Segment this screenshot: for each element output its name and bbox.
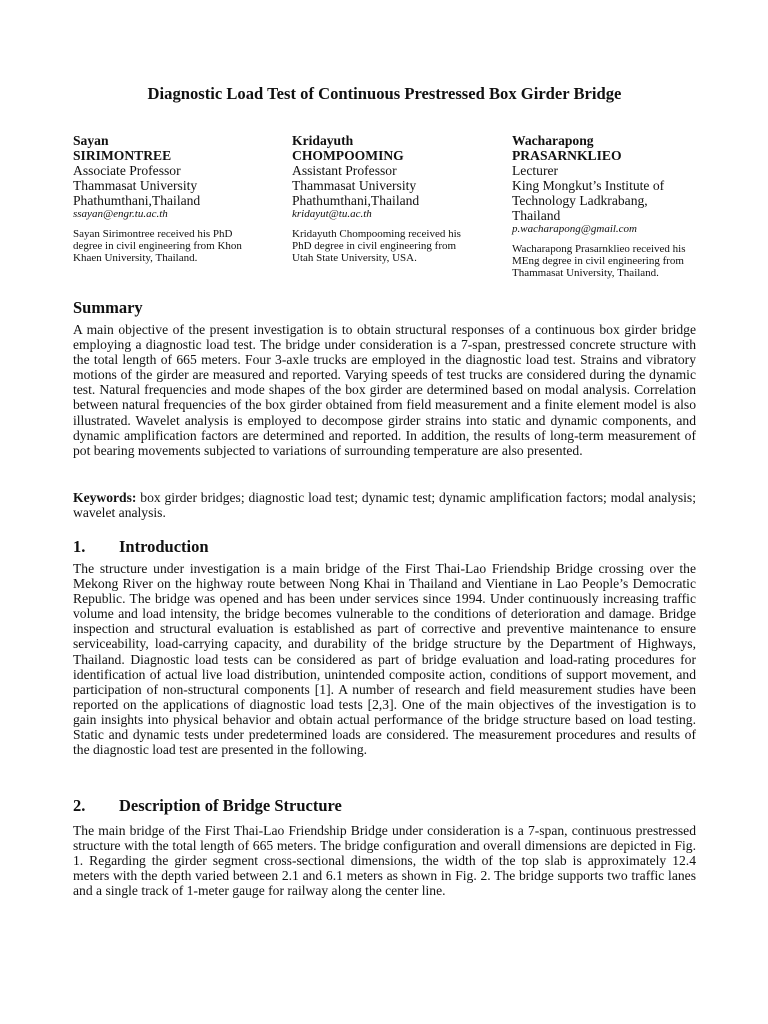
keywords-label: Keywords: xyxy=(73,490,137,505)
author-email: p.wacharapong@gmail.com xyxy=(512,223,638,235)
author-position: Associate Professor xyxy=(73,163,181,178)
introduction-text: The structure under investigation is a main bridge of the First Thai-Lao Friendship Bridge crossing over the Mekong River on the highway route between Nong Khai in Thailand and Vientiane in Lao People’s Democratic Republic. The bridge was opened and has been under services since 1994. Under continuously increasing traffic volume and load intensity, the bridge becomes vulnerable to the conditions of deterioration and damage. Bridge inspection and structural evaluation is established as part of corrective and preventive maintenance to ensure serviceability, load-carrying capacity, and durability of the bridge structure by the Department of Highways, Thailand. Diagnostic load tests can be considered as part of bridge evaluation and load-rating procedures for identification of actual live load distribution, unintended composite action, conditions of support movement, and participation of non-structural components [1]. A number of research and field measurement studies have been reported on the applications of diagnostic load tests [2,3]. One of the main objectives of the investigation is to gain insights into physical behavior and obtain actual performance of the bridge structure based on load testing. Static and dynamic tests under predetermined loads are considered. The measurement procedures and results of the diagnostic load test are presented in the following. xyxy=(73,561,696,758)
summary-text: A main objective of the present investigation is to obtain structural responses of a continuous box girder bridge employing a diagnostic load test. The bridge under consideration is a 7-span, prestressed concrete structure with the total length of 665 meters. Four 3-axle trucks are employed in the diagnostic load test. Strains and vibratory motions of the girder are measured and reported. Varying speeds of test trucks are considered during the dynamic test. Natural frequencies and mode shapes of the box girder are determined based on modal analysis. Correlation between natural frequencies of the box girder obtained from field measurement and a finite element model is also illustrated. Wavelet analysis is employed to decompose girder strains into static and dynamic components, and dynamic amplification factors are determined and reported. In addition, the results of long-term measurement of pot bearing movements subjected to variations of surrounding temperature are also presented. xyxy=(73,322,696,458)
author-bio: Kridayuth Chompooming received his PhD degree in civil engineering from Utah State University, USA. xyxy=(292,228,461,264)
author-first-name: Wacharapong xyxy=(512,133,594,148)
author-position: Assistant Professor xyxy=(292,163,397,178)
author-bio: Sayan Sirimontree received his PhD degree in civil engineering from Khon Khaen University, Thailand. xyxy=(73,228,242,264)
author-first-name: Sayan xyxy=(73,133,109,148)
author-bio: Wacharapong Prasarnklieo received his MEng degree in civil engineering from Thammasat University, Thailand. xyxy=(512,243,686,279)
section-number: 2. xyxy=(73,796,86,815)
paper-title: Diagnostic Load Test of Continuous Prestressed Box Girder Bridge xyxy=(147,84,622,103)
section-title: Description of Bridge Structure xyxy=(119,796,342,815)
author-email: ssayan@engr.tu.ac.th xyxy=(73,208,168,220)
section-title: Introduction xyxy=(119,537,209,556)
section-heading xyxy=(73,537,209,557)
author-affiliation: Thammasat University xyxy=(292,178,417,193)
author-2 xyxy=(292,133,504,264)
author-affiliation: Phathumthani,Thailand xyxy=(292,193,420,208)
author-affiliation: Thammasat University xyxy=(73,178,198,193)
author-affiliation: Phathumthani,Thailand xyxy=(73,193,201,208)
keywords-text: box girder bridges; diagnostic load test; dynamic test; dynamic amplification factors; modal analysis; wavelet analysis. xyxy=(73,490,696,521)
author-last-name: CHOMPOOMING xyxy=(292,148,404,163)
author-email: kridayut@tu.ac.th xyxy=(292,208,372,220)
section-number: 1. xyxy=(73,537,86,556)
bridge-description-text: The main bridge of the First Thai-Lao Friendship Bridge under consideration is a 7-span, continuous prestressed structure with the total length of 665 meters. The bridge configuration and overall dimensions are depicted in Fig. 1. Regarding the girder segment cross-sectional dimensions, the width of the top slab is approximately 12.4 meters with the depth varied between 2.1 and 6.1 meters as shown in Fig. 2. The bridge supports two traffic lanes and a single track of 1-meter gauge for railway along the center line. xyxy=(73,823,696,899)
author-affiliation: Technology Ladkrabang, xyxy=(512,193,648,208)
author-position: Lecturer xyxy=(512,163,559,178)
author-last-name: PRASARNKLIEO xyxy=(512,148,622,163)
author-last-name: SIRIMONTREE xyxy=(73,148,172,163)
section-heading xyxy=(73,796,342,816)
author-affiliation: Thailand xyxy=(512,208,561,223)
author-3 xyxy=(512,133,698,279)
author-1 xyxy=(73,133,285,264)
keywords xyxy=(73,490,696,520)
author-affiliation: King Mongkut’s Institute of xyxy=(512,178,665,193)
summary-heading: Summary xyxy=(73,298,143,317)
author-first-name: Kridayuth xyxy=(292,133,354,148)
